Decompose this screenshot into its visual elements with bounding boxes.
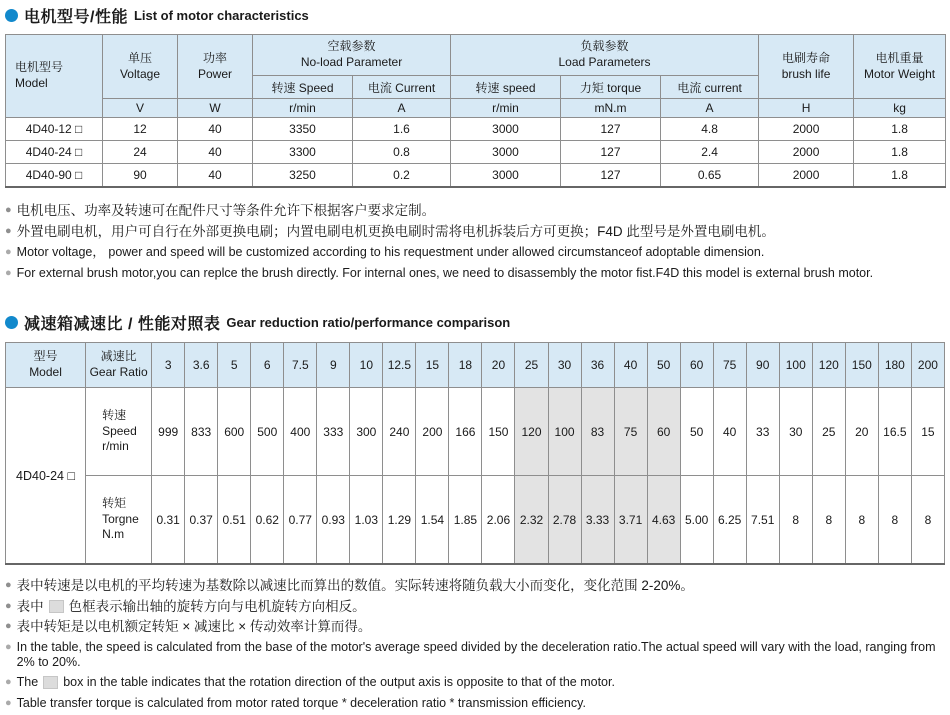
header-cell-power (178, 35, 253, 99)
unit-load-current: A (661, 99, 759, 118)
header-cell-load-current: 电流 current (661, 76, 759, 99)
note-bullet-icon: ● (5, 204, 12, 216)
note-text: The (16, 675, 39, 689)
motor-cell-load-speed: 3000 (451, 141, 561, 164)
torque-value-cell: 0.77 (284, 476, 317, 565)
note-bullet-icon: ● (5, 640, 12, 653)
motor-cell-noload-speed: 3300 (253, 141, 353, 164)
speed-value-cell: 30 (779, 388, 812, 476)
gear-model-cell: 4D40-24 □ (6, 388, 86, 565)
note-item (5, 245, 945, 260)
torque-label-cell (86, 476, 152, 565)
note-text: 外置电刷电机，用户可自行在外部更换电刷；内置电刷电机更换电刷时需将电机拆装后方可更换；F4D 此型号是外置电刷电机。 (16, 224, 775, 239)
speed-value-cell: 33 (746, 388, 779, 476)
ratio-header-cell: 100 (779, 343, 812, 388)
note-bullet-icon: ● (5, 267, 12, 279)
section2-title-zh: 减速箱减速比 / 性能对照表 (24, 316, 221, 333)
gear-header-row (6, 343, 945, 388)
ratio-header-cell: 20 (482, 343, 515, 388)
motor-table-row (6, 141, 946, 164)
motor-cell-model: 4D40-24 □ (6, 141, 103, 164)
motor-cell-voltage: 12 (103, 118, 178, 141)
note-item (5, 696, 945, 711)
header-power-en: Power (197, 66, 232, 81)
header-load-en: Load Parameters (558, 55, 651, 69)
header-cell-noload-current: 电流 Current (353, 76, 451, 99)
header-cell-brush-life (759, 35, 854, 99)
ratio-header-cell: 3.6 (185, 343, 218, 388)
torque-value-cell: 8 (911, 476, 944, 565)
torque-value-cell: 8 (812, 476, 845, 565)
motor-table-body (6, 118, 946, 188)
motor-cell-power: 40 (178, 141, 253, 164)
torque-value-cell: 2.78 (548, 476, 581, 565)
torque-value-cell: 0.93 (317, 476, 350, 565)
torque-value-cell: 5.00 (680, 476, 713, 565)
ratio-header-cell: 120 (812, 343, 845, 388)
note-text: Table transfer torque is calculated from motor rated torque * deceleration ratio * transmission efficiency. (16, 695, 586, 710)
speed-value-cell: 200 (416, 388, 449, 476)
ratio-header-cell: 30 (548, 343, 581, 388)
speed-value-cell: 16.5 (878, 388, 911, 476)
header-load-zh: 负载参数 (580, 39, 629, 54)
header-power-zh: 功率 (202, 50, 227, 65)
torque-value-cell: 8 (878, 476, 911, 565)
blue-bullet-icon (5, 9, 18, 22)
header-cell-weight (854, 35, 946, 99)
speed-value-cell: 25 (812, 388, 845, 476)
ratio-header-cell: 180 (878, 343, 911, 388)
note-bullet-icon: ● (5, 246, 12, 258)
header-model2-zh: 型号 (33, 349, 58, 364)
motor-cell-brush-life: 2000 (759, 118, 854, 141)
header-cell-model2 (6, 343, 86, 388)
speed-value-cell: 15 (911, 388, 944, 476)
section1-title-en: List of motor characteristics (133, 8, 309, 23)
torque-value-cell: 8 (779, 476, 812, 565)
motor-cell-model: 4D40-12 □ (6, 118, 103, 141)
section2-title (5, 311, 945, 334)
motor-cell-load-current: 2.4 (661, 141, 759, 164)
motor-table-row (6, 118, 946, 141)
inline-gray-box (43, 676, 58, 689)
torque-value-cell: 0.31 (152, 476, 185, 565)
motor-cell-brush-life: 2000 (759, 164, 854, 188)
section1-notes (5, 203, 945, 281)
ratio-header-cell: 200 (911, 343, 944, 388)
header-cell-noload-speed: 转速 Speed (253, 76, 353, 99)
header-cell-voltage (103, 35, 178, 99)
ratio-header-cell: 3 (152, 343, 185, 388)
header-cell-noload (253, 35, 451, 76)
unit-voltage: V (103, 99, 178, 118)
torque-label-zh: 转矩 (102, 496, 127, 511)
speed-value-cell: 999 (152, 388, 185, 476)
speed-label-cell (86, 388, 152, 476)
motor-cell-load-speed: 3000 (451, 164, 561, 188)
ratio-header-cell: 150 (845, 343, 878, 388)
note-item (5, 619, 945, 634)
header-weight-en: Motor Weight (863, 66, 936, 81)
motor-cell-noload-speed: 3350 (253, 118, 353, 141)
motor-cell-noload-current: 0.8 (353, 141, 451, 164)
note-item (5, 266, 945, 281)
header-ratio-zh: 减速比 (100, 349, 137, 364)
torque-row (6, 476, 945, 565)
ratio-header-cell: 60 (680, 343, 713, 388)
torque-value-cell: 1.85 (449, 476, 482, 565)
speed-value-cell: 333 (317, 388, 350, 476)
ratio-header-cell: 50 (647, 343, 680, 388)
motor-cell-load-torque: 127 (561, 141, 661, 164)
speed-value-cell: 400 (284, 388, 317, 476)
speed-value-cell: 40 (713, 388, 746, 476)
unit-noload-current: A (353, 99, 451, 118)
header-model-en: Model (15, 76, 48, 90)
speed-label-en: Speed (102, 423, 137, 438)
inline-gray-box (49, 600, 64, 613)
unit-power: W (178, 99, 253, 118)
ratio-header-cell: 75 (713, 343, 746, 388)
motor-cell-load-torque: 127 (561, 118, 661, 141)
units-row (6, 99, 946, 118)
header-brush-en: brush life (781, 66, 831, 81)
note-bullet-icon: ● (5, 620, 12, 632)
ratio-header-cell: 15 (416, 343, 449, 388)
motor-cell-load-current: 4.8 (661, 118, 759, 141)
header-voltage-zh: 单压 (127, 50, 152, 65)
note-text: Motor voltage， power and speed will be customized according to his requestment under allowed circumstanceof adoptable dimension. (16, 245, 765, 259)
torque-value-cell: 1.29 (383, 476, 416, 565)
note-bullet-icon: ● (5, 579, 12, 591)
motor-cell-brush-life: 2000 (759, 141, 854, 164)
motor-cell-weight: 1.8 (854, 141, 946, 164)
header-noload-en: No-load Parameter (300, 55, 403, 69)
note-text: 电机电压、功率及转速可在配件尺寸等条件允许下根据客户要求定制。 (16, 203, 436, 218)
motor-cell-load-current: 0.65 (661, 164, 759, 188)
torque-value-cell: 1.54 (416, 476, 449, 565)
torque-value-cell: 3.33 (581, 476, 614, 565)
header-model-zh: 电机型号 (15, 60, 64, 75)
note-item (5, 203, 945, 218)
torque-value-cell: 4.63 (647, 476, 680, 565)
note-text: 表中转速是以电机的平均转速为基数除以减速比而算出的数值。实际转速将随负载大小而变化，变化范围 2-20%。 (16, 578, 694, 593)
speed-value-cell: 166 (449, 388, 482, 476)
unit-load-torque: mN.m (561, 99, 661, 118)
torque-value-cell: 6.25 (713, 476, 746, 565)
speed-row (6, 388, 945, 476)
ratio-header-cell: 12.5 (383, 343, 416, 388)
speed-value-cell: 60 (647, 388, 680, 476)
section2-title-en: Gear reduction ratio/performance comparison (226, 315, 511, 330)
note-text: In the table, the speed is calculated from the base of the motor's average speed divided by the deceleration ratio.The actual speed will vary with the load, ranging from 2% to 20%. (16, 639, 936, 669)
note-item (5, 578, 945, 593)
torque-value-cell: 0.51 (218, 476, 251, 565)
torque-value-cell: 1.03 (350, 476, 383, 565)
blue-bullet-icon (5, 316, 18, 329)
motor-cell-voltage: 90 (103, 164, 178, 188)
section2-notes (5, 578, 945, 711)
note-bullet-icon: ● (5, 696, 12, 709)
ratio-header-cell: 7.5 (284, 343, 317, 388)
motor-characteristics-table (5, 34, 946, 188)
header-cell-model (6, 35, 103, 118)
ratio-header-cell: 6 (251, 343, 284, 388)
speed-value-cell: 50 (680, 388, 713, 476)
header-weight-zh: 电机重量 (875, 50, 924, 65)
note-bullet-icon: ● (5, 599, 12, 612)
ratio-header-cell: 9 (317, 343, 350, 388)
unit-noload-speed: r/min (253, 99, 353, 118)
speed-unit: r/min (102, 439, 129, 454)
header-brush-zh: 电刷寿命 (782, 50, 831, 65)
speed-value-cell: 500 (251, 388, 284, 476)
header-cell-gear-ratio (86, 343, 152, 388)
speed-value-cell: 300 (350, 388, 383, 476)
header-model2-en: Model (29, 365, 62, 379)
note-bullet-icon: ● (5, 225, 12, 237)
ratio-header-cell: 25 (515, 343, 548, 388)
speed-value-cell: 833 (185, 388, 218, 476)
ratio-header-cell: 90 (746, 343, 779, 388)
note-text: For external brush motor,you can replce the brush directly. For internal ones, we need to disassembly the motor fist.F4D this model is external brush motor. (16, 266, 874, 280)
note-text: 色框表示输出轴的旋转方向与电机旋转方向相反。 (68, 598, 366, 614)
header-cell-load (451, 35, 759, 76)
torque-value-cell: 8 (845, 476, 878, 565)
section1-title-zh: 电机型号/性能 (24, 9, 128, 26)
torque-value-cell: 0.62 (251, 476, 284, 565)
note-text: box in the table indicates that the rotation direction of the output axis is opposite to that of the motor. (63, 675, 615, 689)
motor-cell-noload-speed: 3250 (253, 164, 353, 188)
motor-cell-load-speed: 3000 (451, 118, 561, 141)
motor-table-row (6, 164, 946, 188)
motor-cell-load-torque: 127 (561, 164, 661, 188)
motor-cell-power: 40 (178, 164, 253, 188)
speed-value-cell: 150 (482, 388, 515, 476)
unit-brush-life: H (759, 99, 854, 118)
ratio-header-cell: 18 (449, 343, 482, 388)
header-noload-zh: 空载参数 (327, 39, 376, 54)
header-cell-load-speed: 转速 speed (451, 76, 561, 99)
torque-value-cell: 3.71 (614, 476, 647, 565)
speed-value-cell: 100 (548, 388, 581, 476)
torque-value-cell: 7.51 (746, 476, 779, 565)
speed-value-cell: 75 (614, 388, 647, 476)
motor-cell-weight: 1.8 (854, 118, 946, 141)
ratio-header-cell: 10 (350, 343, 383, 388)
gear-ratio-table (5, 342, 945, 565)
speed-value-cell: 120 (515, 388, 548, 476)
note-text: 表中 (16, 598, 44, 614)
note-text: 表中转矩是以电机额定转矩 × 减速比 × 传动效率计算而得。 (16, 619, 372, 634)
note-bullet-icon: ● (5, 676, 12, 688)
motor-cell-noload-current: 0.2 (353, 164, 451, 188)
speed-value-cell: 20 (845, 388, 878, 476)
motor-cell-weight: 1.8 (854, 164, 946, 188)
note-item (5, 224, 945, 239)
motor-cell-model: 4D40-90 □ (6, 164, 103, 188)
speed-value-cell: 83 (581, 388, 614, 476)
header-voltage-en: Voltage (119, 66, 161, 81)
section1-title (5, 4, 945, 27)
ratio-header-cell: 36 (581, 343, 614, 388)
header-ratio-en: Gear Ratio (89, 365, 148, 379)
unit-load-speed: r/min (451, 99, 561, 118)
torque-label-en: Torgne (102, 511, 139, 526)
note-item (5, 675, 945, 690)
note-item (5, 599, 945, 614)
torque-value-cell: 2.06 (482, 476, 515, 565)
speed-label-zh: 转速 (102, 408, 127, 423)
motor-cell-noload-current: 1.6 (353, 118, 451, 141)
header-cell-load-torque: 力矩 torque (561, 76, 661, 99)
note-item (5, 640, 945, 670)
ratio-header-cell: 5 (218, 343, 251, 388)
torque-value-cell: 0.37 (185, 476, 218, 565)
torque-value-cell: 2.32 (515, 476, 548, 565)
torque-unit: N.m (102, 527, 125, 542)
motor-cell-voltage: 24 (103, 141, 178, 164)
speed-value-cell: 240 (383, 388, 416, 476)
ratio-header-cell: 40 (614, 343, 647, 388)
motor-cell-power: 40 (178, 118, 253, 141)
unit-weight: kg (854, 99, 946, 118)
speed-value-cell: 600 (218, 388, 251, 476)
